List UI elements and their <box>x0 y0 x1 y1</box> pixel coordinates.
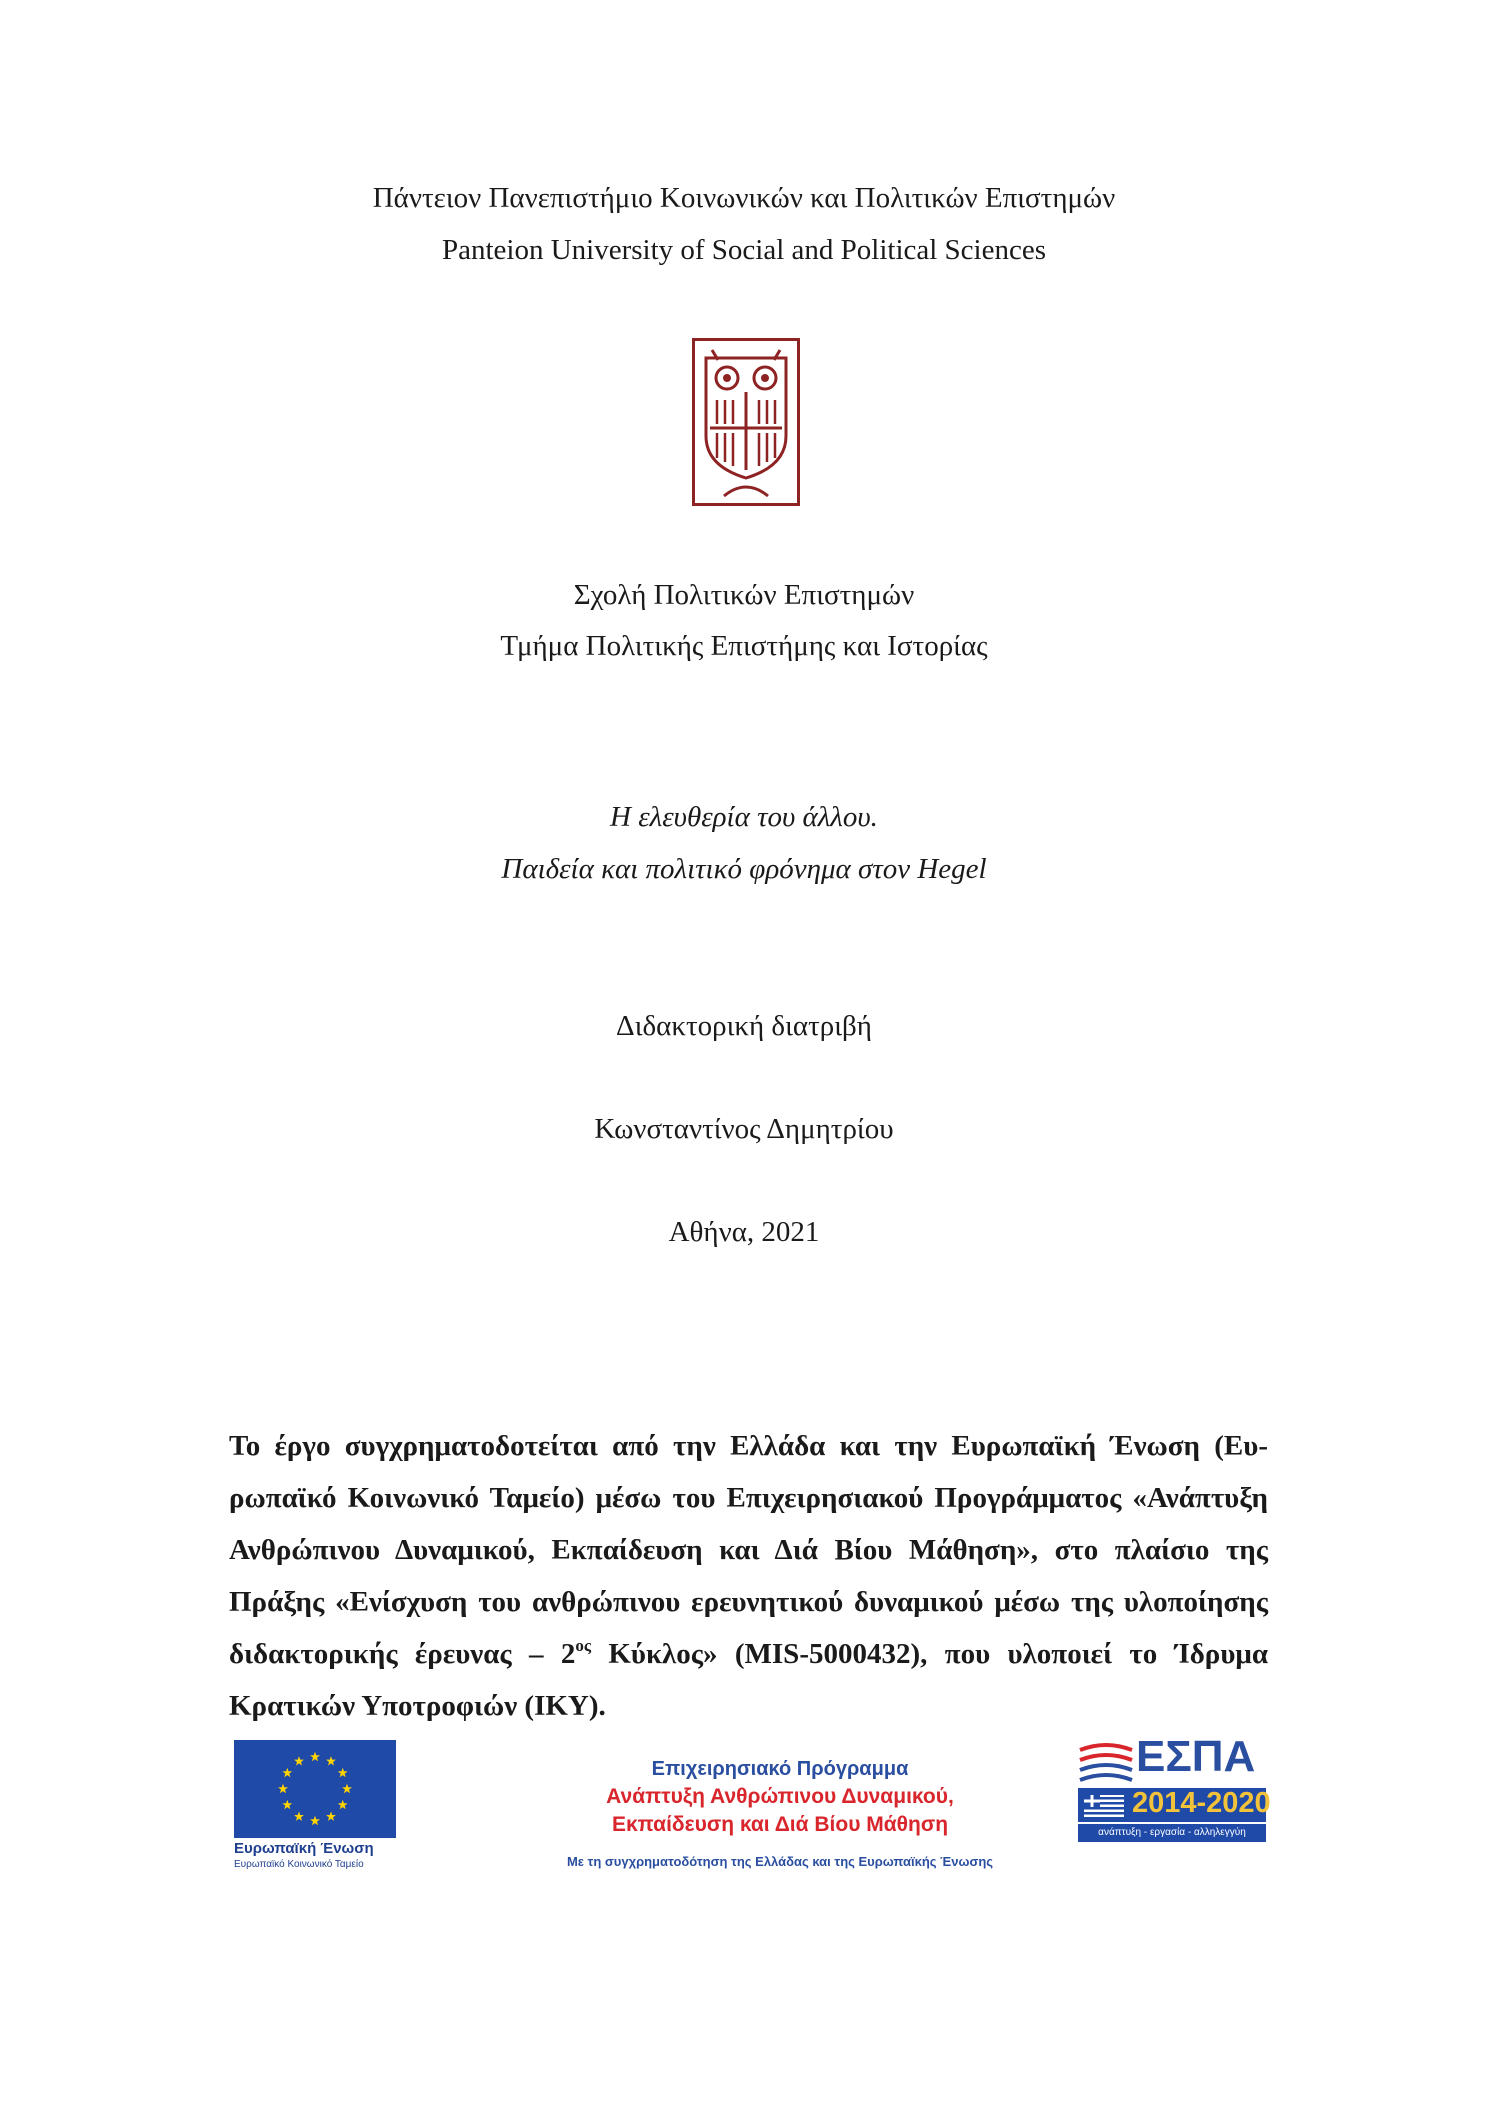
espa-slogan: ανάπτυξη - εργασία - αλληλεγγύη <box>1078 1824 1266 1842</box>
op-name-line-1: Ανάπτυξη Ανθρώπινου Δυναμικού, <box>606 1785 954 1808</box>
espa-logo-icon <box>1078 1732 1271 1846</box>
op-title: Επιχειρησιακό Πρόγραμμα <box>651 1758 909 1780</box>
department-name: Τμήμα Πολιτικής Επιστήμης και Ιστορίας <box>500 630 988 662</box>
espa-years: 2014-2020 <box>1132 1787 1271 1819</box>
funding-statement <box>229 1420 1268 1732</box>
thesis-author: Κωνσταντίνος Δημητρίου <box>594 1113 894 1145</box>
greek-flag-icon <box>1084 1795 1124 1817</box>
thesis-title-line-2: Παιδεία και πολιτικό φρόνημα στον Hegel <box>501 853 987 885</box>
op-name-line-2: Εκπαίδευση και Διά Βίου Μάθηση <box>611 1813 949 1836</box>
funding-text-part-2: Κύκλος» (MIS-5000432), που υλοποιεί το Ίδρυμα Κρατικών Υποτροφιών (ΙΚΥ). <box>229 1638 1269 1722</box>
university-name-english: Panteion University of Social and Political Sciences <box>441 234 1047 266</box>
eu-flag-icon <box>234 1740 396 1838</box>
school-name: Σχολή Πολιτικών Επιστημών <box>573 579 915 611</box>
panteion-crest-icon <box>692 338 800 506</box>
espa-wordmark: ΕΣΠΑ <box>1136 1732 1256 1781</box>
op-cofunding-note: Με τη συγχρηματοδότηση της Ελλάδας και της Ευρωπαϊκής Ένωσης <box>566 1854 994 1869</box>
funding-superscript: ος <box>575 1636 591 1655</box>
thesis-type: Διδακτορική διατριβή <box>616 1010 872 1042</box>
espa-swoosh-icon <box>1078 1740 1134 1784</box>
thesis-title-line-1: Η ελευθερία του άλλου. <box>610 801 878 833</box>
place-and-year: Αθήνα, 2021 <box>668 1216 820 1248</box>
eu-fund-label: Ευρωπαϊκό Κοινωνικό Ταμείο <box>234 1859 364 1870</box>
funding-text-part-1: Το έργο συγχρηματοδοτείται από την Ελλάδα και την Ευρωπαϊκή Ένωση (Ευρωπαϊκό Κοινωνικό Ταμείο) μέσω του Επιχειρησιακού Προγράμματος «Ανάπτυξη Ανθρώπινου Δυναμικού, Εκπαίδευση και Διά Βίου Μάθηση», στο πλαίσιο της Πράξης «Ενίσχυση του ανθρώπινου ερευνητικού δυναμικού μέσω της υλοποίησης διδακτορικής έρευνας – 2 <box>229 1430 1268 1670</box>
operational-programme-logo <box>500 1755 1060 1875</box>
eu-logo-label: Ευρωπαϊκή Ένωση <box>234 1840 374 1857</box>
eu-logo <box>234 1740 402 1868</box>
university-name-greek: Πάντειον Πανεπιστήμιο Κοινωνικών και Πολιτικών Επιστημών <box>372 182 1116 214</box>
